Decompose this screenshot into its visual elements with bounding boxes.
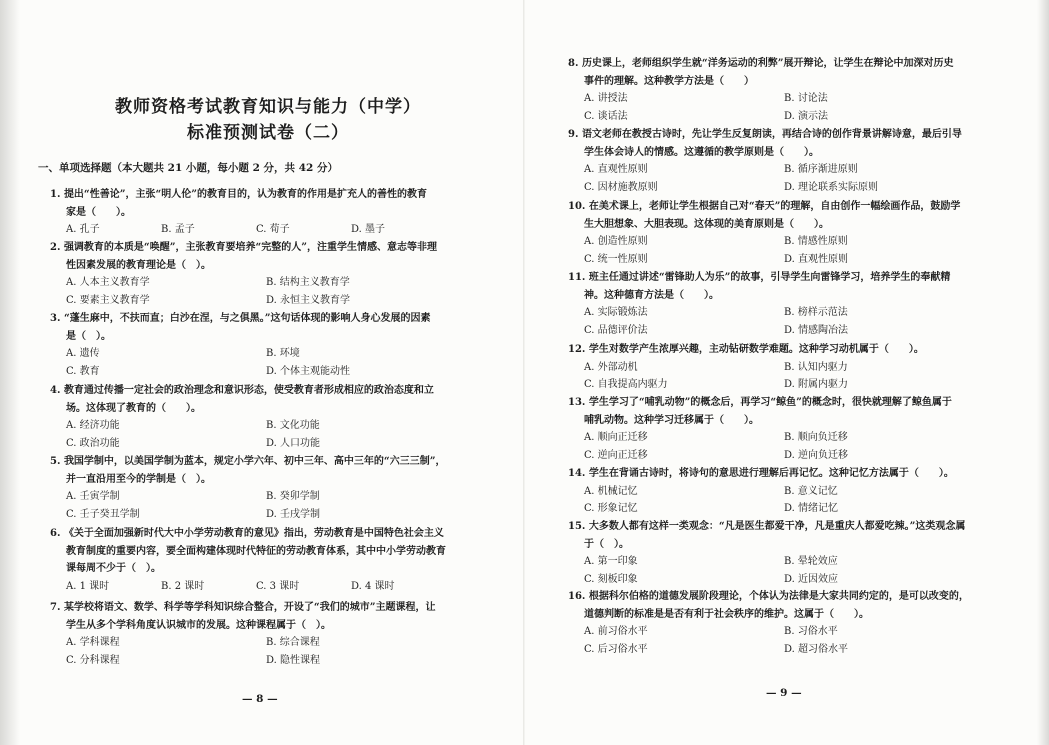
- question-7: [50, 599, 490, 669]
- left-page: [38, 0, 493, 745]
- question-11: [568, 269, 1008, 339]
- option-c[interactable]: C. 统一性原则: [584, 253, 648, 265]
- question-number: 2.: [50, 242, 61, 253]
- question-text: 大多数人都有这样一类观念：“凡是医生都爱干净，凡是重庆人都爱吃辣。”这类观念属: [588, 521, 966, 532]
- option-c[interactable]: C. 形象记忆: [584, 503, 638, 514]
- question-text: 家是（ ）。: [66, 206, 131, 218]
- option-d[interactable]: D. 情绪记忆: [784, 503, 839, 514]
- option-c[interactable]: C. 逆向正迁移: [584, 449, 648, 461]
- question-number: 10.: [568, 201, 586, 212]
- question-number: 13.: [568, 397, 586, 408]
- option-a[interactable]: A. 实际锻炼法: [584, 307, 648, 318]
- question-text: 生大胆想象、大胆表现。这体现的美育原则是（ ）。: [584, 218, 829, 230]
- question-number: 9.: [568, 129, 579, 140]
- question-14: [568, 465, 1008, 518]
- option-a[interactable]: A. 机械记忆: [584, 485, 638, 497]
- option-a[interactable]: A. 第一印象: [584, 556, 638, 567]
- option-d[interactable]: D. 永恒主义教育学: [266, 294, 351, 306]
- option-b[interactable]: B. 2 课时: [161, 580, 205, 592]
- question-text: 学生对数学产生浓厚兴趣，主动钻研数学难题。这种学习动机属于（ ）。: [588, 344, 924, 355]
- option-b[interactable]: B. 综合课程: [266, 637, 320, 648]
- section-heading: 一、单项选择题（本大题共 21 小题，每小题 2 分，共 42 分）: [38, 162, 338, 174]
- option-d[interactable]: D. 4 课时: [351, 580, 395, 592]
- option-d[interactable]: D. 附属内驱力: [784, 379, 849, 390]
- question-text: 我国学制中，以美国学制为蓝本，规定小学六年、初中三年、高中三年的“六三三制”，: [63, 456, 446, 467]
- option-a[interactable]: A. 前习俗水平: [584, 626, 648, 637]
- option-c[interactable]: C. 壬子癸丑学制: [66, 508, 140, 520]
- question-text: 神。这种德育方法是（ ）。: [584, 289, 719, 301]
- question-text: 某学校将语文、数学、科学等学科知识综合整合，开设了“我们的城市”主题课程，让: [63, 602, 436, 613]
- question-number: 14.: [568, 468, 586, 479]
- option-c[interactable]: C. 荀子: [256, 224, 290, 235]
- exam-title: 教师资格考试教育知识与能力（中学）: [115, 97, 421, 117]
- page-edge-shadow-left: [0, 0, 20, 745]
- option-c[interactable]: C. 因材施教原则: [584, 181, 658, 193]
- question-16: [568, 588, 1008, 658]
- question-4: [50, 382, 490, 452]
- question-15: [568, 518, 1008, 588]
- option-a[interactable]: A. 创造性原则: [584, 236, 648, 247]
- exam-subtitle: 标准预测试卷（二）: [187, 123, 349, 143]
- option-b[interactable]: B. 认知内驱力: [784, 361, 848, 373]
- question-number: 11.: [568, 272, 586, 283]
- option-a[interactable]: A. 顺向正迁移: [584, 432, 648, 443]
- question-number: 1.: [50, 189, 61, 200]
- question-9: [568, 126, 1008, 196]
- option-d[interactable]: D. 人口功能: [266, 437, 321, 449]
- option-a[interactable]: A. 讲授法: [584, 93, 628, 104]
- question-text: 性因素发展的教育理论是（ ）。: [66, 259, 211, 271]
- question-text: 历史课上，老师组织学生就“洋务运动的利弊”展开辩论，让学生在辩论中加深对历史: [581, 58, 954, 69]
- question-text: 事件的理解。这种教学方法是（ ）: [584, 75, 754, 87]
- question-10: [568, 198, 1008, 268]
- question-text: 学生在背诵古诗时，将诗句的意思进行理解后再记忆。这种记忆方法属于（ ）。: [588, 468, 954, 479]
- option-b[interactable]: B. 习俗水平: [784, 626, 838, 637]
- question-text: 强调教育的本质是“唤醒”，主张教育要培养“完整的人”，注重学生情感、意志等非理: [63, 242, 437, 253]
- option-b[interactable]: B. 孟子: [161, 224, 195, 235]
- option-d[interactable]: D. 逆向负迁移: [784, 449, 849, 461]
- option-c[interactable]: C. 分科课程: [66, 654, 120, 666]
- option-d[interactable]: D. 超习俗水平: [784, 643, 849, 655]
- question-number: 16.: [568, 591, 586, 602]
- question-text: 场。这体现了教育的（ ）。: [66, 402, 201, 414]
- option-b[interactable]: B. 情感性原则: [784, 236, 848, 247]
- question-13: [568, 394, 1008, 464]
- question-8: [568, 55, 1008, 125]
- option-d[interactable]: D. 隐性课程: [266, 654, 321, 666]
- option-b[interactable]: B. 顺向负迁移: [784, 432, 848, 443]
- option-a[interactable]: A. 外部动机: [584, 361, 638, 373]
- option-d[interactable]: D. 演示法: [784, 110, 829, 122]
- option-c[interactable]: C. 谈话法: [584, 110, 628, 122]
- question-number: 12.: [568, 344, 586, 355]
- option-b[interactable]: B. 癸卯学制: [266, 491, 320, 502]
- question-number: 6.: [50, 528, 61, 539]
- option-b[interactable]: B. 意义记忆: [784, 485, 838, 497]
- question-text: 并一直沿用至今的学制是（ ）。: [66, 473, 211, 485]
- book-gutter: [523, 0, 525, 745]
- option-a[interactable]: A. 直观性原则: [584, 164, 648, 175]
- question-text: 学生学习了“哺乳动物”的概念后，再学习“鲸鱼”的概念时，很快就理解了鲸鱼属于: [588, 397, 952, 408]
- question-text: 根据科尔伯格的道德发展阶段理论，个体认为法律是大家共同约定的，是可以改变的，: [588, 591, 969, 602]
- question-5: [50, 453, 490, 523]
- option-a[interactable]: A. 1 课时: [66, 580, 110, 592]
- question-text: 哺乳动物。这种学习迁移属于（ ）。: [584, 414, 759, 426]
- page-number: — 8 —: [242, 693, 278, 705]
- question-text: 班主任通过讲述“雷锋助人为乐”的故事，引导学生向雷锋学习，培养学生的奉献精: [588, 272, 951, 283]
- question-text: 《关于全面加强新时代大中小学劳动教育的意见》指出，劳动教育是中国特色社会主义: [63, 528, 444, 539]
- question-text: 教育制度的重要内容，要全面构建体现时代特征的劳动教育体系，其中中小学劳动教育: [66, 545, 446, 557]
- question-number: 5.: [50, 456, 61, 467]
- option-a[interactable]: A. 孔子: [66, 224, 100, 235]
- option-b[interactable]: B. 文化功能: [266, 420, 320, 431]
- question-text: 教育通过传播一定社会的政治理念和意识形态，使受教育者形成相应的政治态度和立: [63, 385, 434, 396]
- question-text: 学生从多个学科角度认识城市的发展。这种课程属于（ ）。: [66, 619, 331, 631]
- option-c[interactable]: C. 教育: [66, 365, 100, 377]
- page-number: — 9 —: [766, 687, 802, 699]
- question-text: “蓬生麻中，不扶而直；白沙在涅，与之俱黑。”这句话体现的影响人身心发展的因素: [63, 313, 431, 324]
- option-b[interactable]: B. 晕轮效应: [784, 556, 838, 567]
- question-text: 提出“性善论”，主张“明人伦”的教育目的，认为教育的作用是扩充人的善性的教育: [63, 189, 427, 200]
- question-3: [50, 310, 490, 380]
- option-c[interactable]: C. 刻板印象: [584, 573, 638, 585]
- option-d[interactable]: D. 个体主观能动性: [266, 365, 351, 377]
- question-number: 8.: [568, 58, 579, 69]
- question-text: 语文老师在教授古诗时，先让学生反复朗读，再结合诗的创作背景讲解诗意，最后引导: [581, 129, 962, 140]
- option-b[interactable]: B. 环境: [266, 348, 300, 359]
- option-a[interactable]: A. 壬寅学制: [66, 491, 120, 502]
- option-d[interactable]: D. 直观性原则: [784, 253, 849, 265]
- question-1: [50, 186, 490, 239]
- option-b[interactable]: B. 榜样示范法: [784, 307, 848, 318]
- question-6: [50, 525, 490, 595]
- option-c[interactable]: C. 后习俗水平: [584, 643, 648, 655]
- question-text: 在美术课上，老师让学生根据自己对“春天”的理解，自由创作一幅绘画作品，鼓励学: [588, 201, 961, 212]
- option-a[interactable]: A. 人本主义教育学: [66, 277, 150, 288]
- option-b[interactable]: B. 讨论法: [784, 93, 828, 104]
- option-c[interactable]: C. 政治功能: [66, 437, 120, 449]
- option-b[interactable]: B. 循序渐进原则: [784, 164, 858, 175]
- question-text: 学生体会诗人的情感。这遵循的教学原则是（ ）。: [584, 146, 819, 158]
- option-c[interactable]: C. 品德评价法: [584, 324, 648, 336]
- option-d[interactable]: D. 墨子: [351, 224, 386, 235]
- question-number: 3.: [50, 313, 61, 324]
- option-c[interactable]: C. 3 课时: [256, 580, 300, 592]
- option-c[interactable]: C. 自我提高内驱力: [584, 379, 668, 390]
- question-2: [50, 239, 490, 309]
- page-edge-shadow-right: [1037, 0, 1049, 745]
- option-b[interactable]: B. 结构主义教育学: [266, 277, 350, 288]
- question-number: 7.: [50, 602, 61, 613]
- right-page: [568, 0, 1008, 745]
- question-text: 道德判断的标准是是否有利于社会秩序的维护。这属于（ ）。: [584, 608, 869, 620]
- question-text: 是（ ）。: [66, 330, 111, 342]
- question-12: [568, 341, 1008, 394]
- option-a[interactable]: A. 遗传: [66, 348, 100, 359]
- option-d[interactable]: D. 壬戌学制: [266, 508, 321, 520]
- option-c[interactable]: C. 要素主义教育学: [66, 294, 150, 306]
- question-text: 课每周不少于（ ）。: [66, 563, 161, 574]
- option-d[interactable]: D. 理论联系实际原则: [784, 181, 879, 193]
- question-text: 于（ ）。: [584, 538, 629, 550]
- option-d[interactable]: D. 近因效应: [784, 573, 839, 585]
- option-a[interactable]: A. 学科课程: [66, 637, 120, 648]
- option-a[interactable]: A. 经济功能: [66, 420, 120, 431]
- question-number: 4.: [50, 385, 61, 396]
- question-number: 15.: [568, 521, 586, 532]
- option-d[interactable]: D. 情感陶冶法: [784, 324, 849, 336]
